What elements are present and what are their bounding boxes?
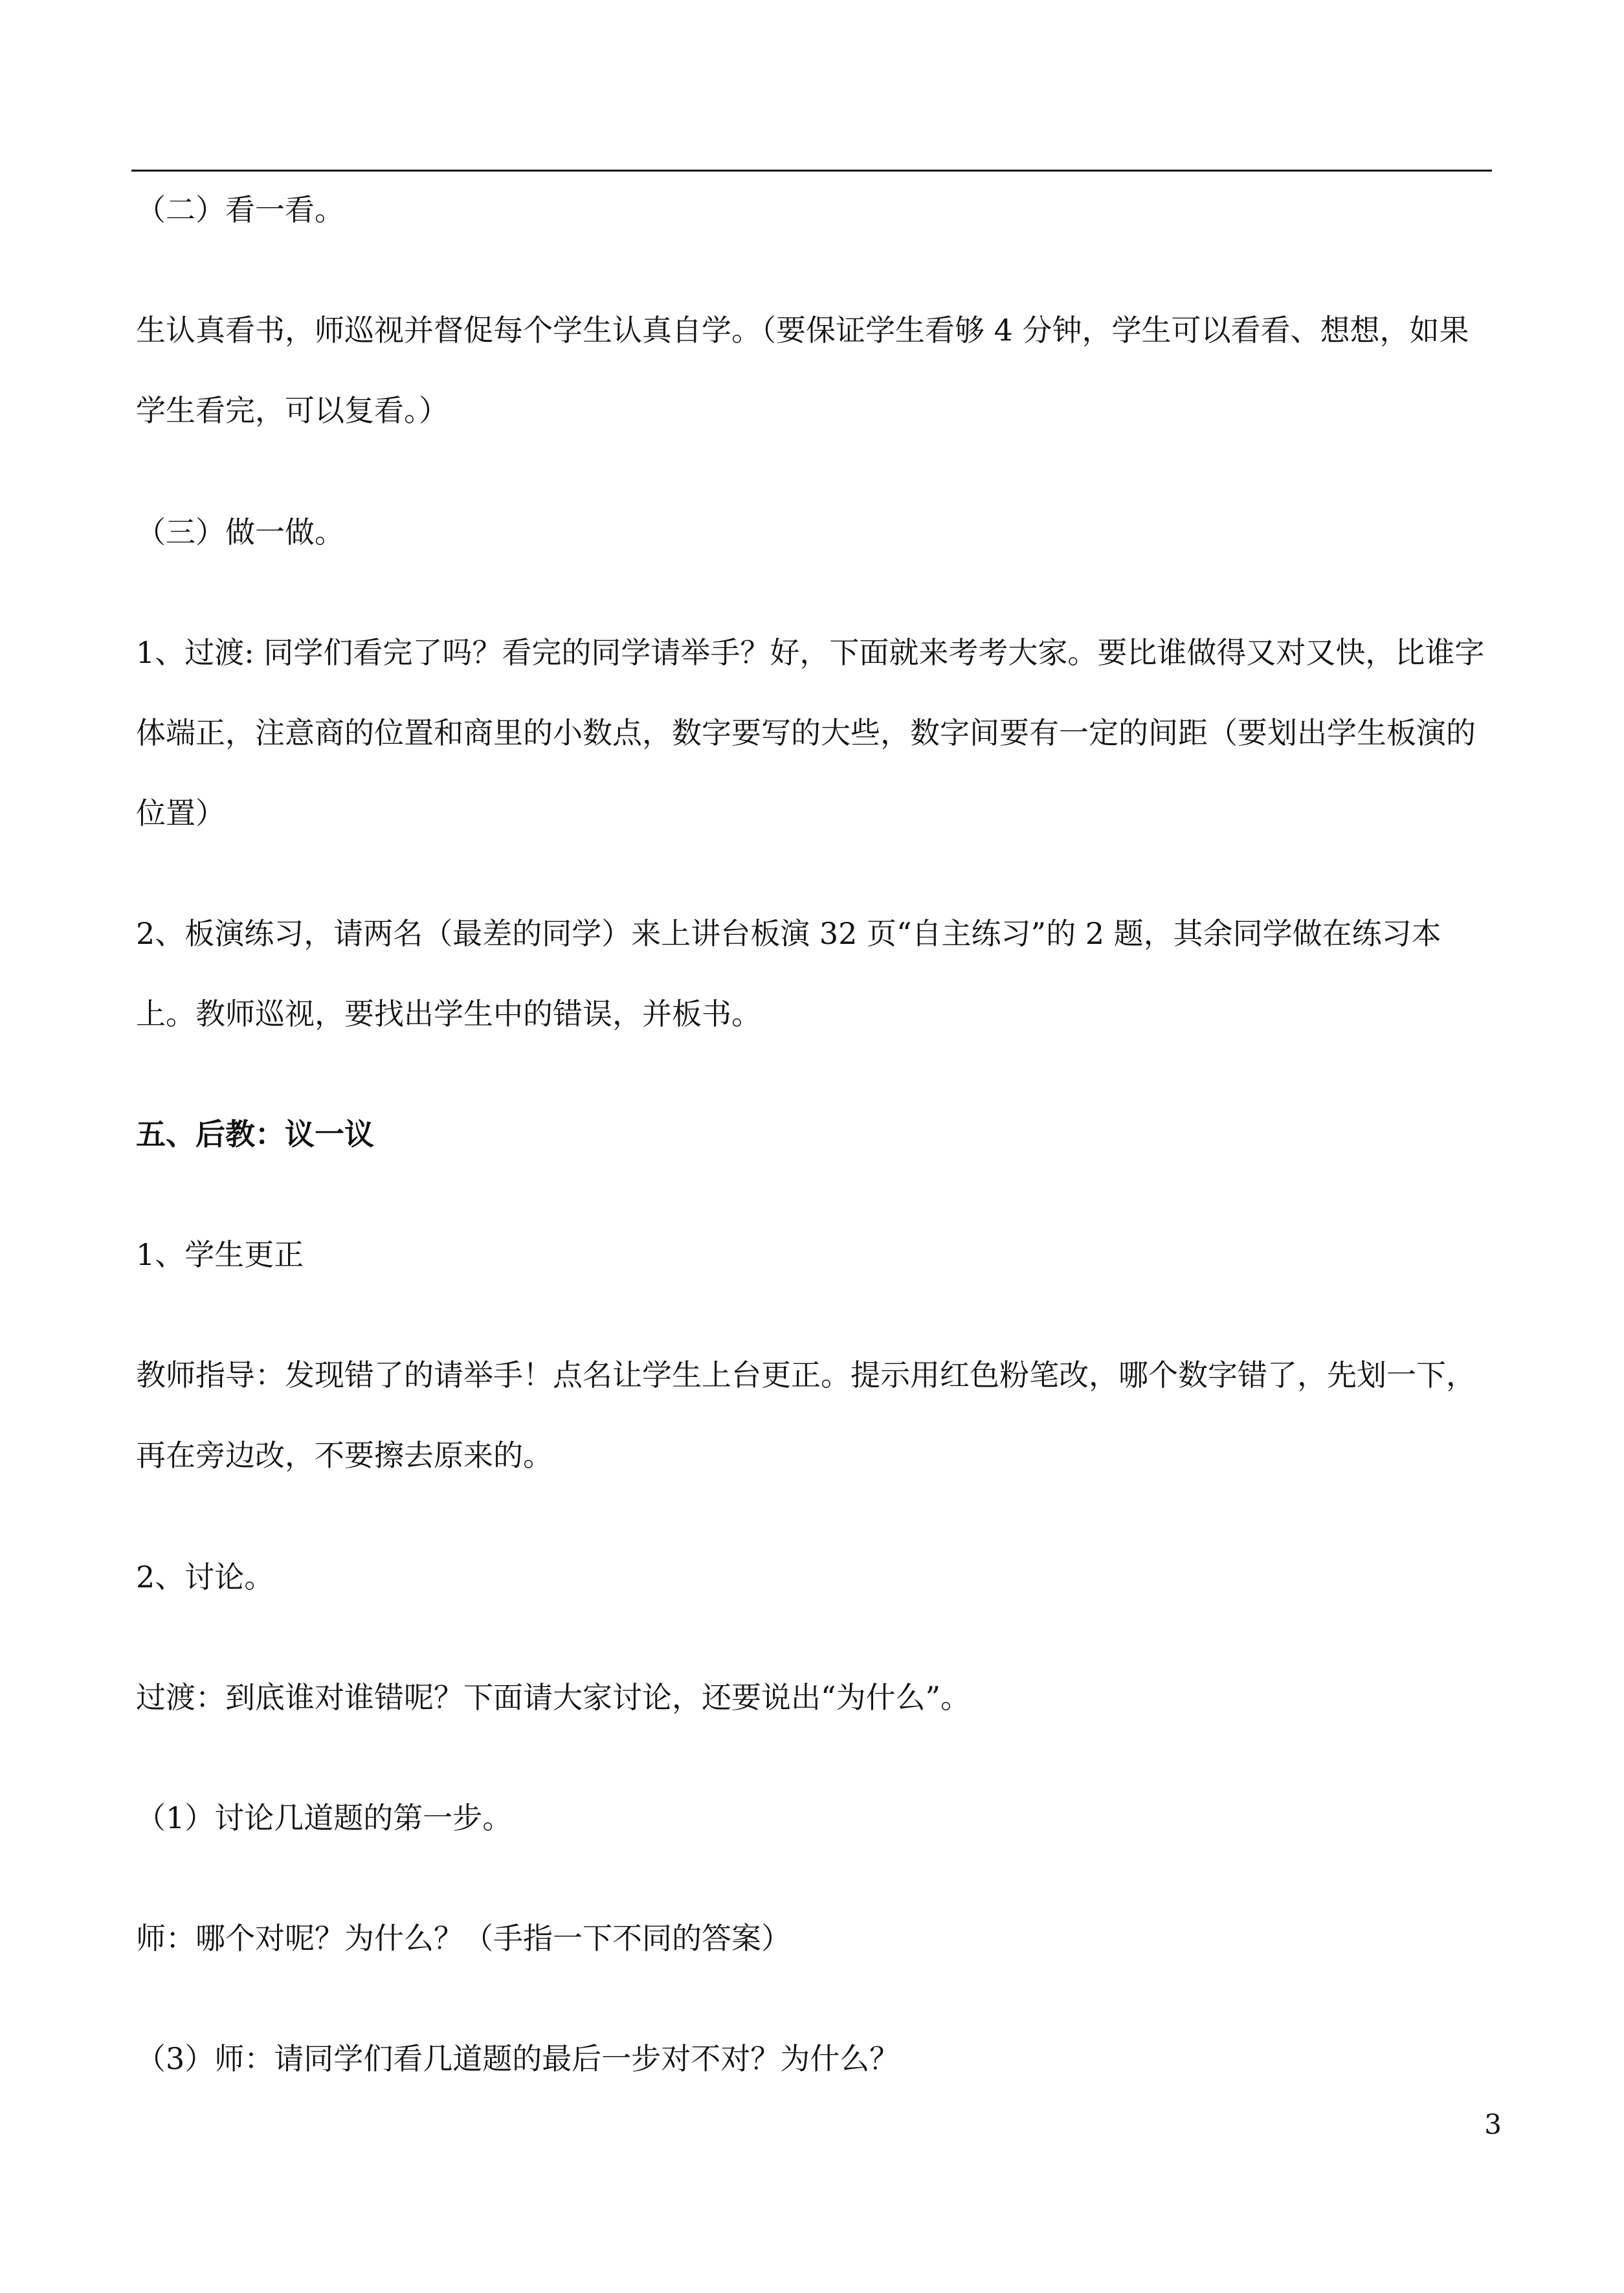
- section-heading-look: （二）看一看。: [136, 192, 344, 227]
- paragraph-correction-title: 1、学生更正: [136, 1237, 304, 1272]
- paragraph-discussion-transition: 过渡：到底谁对谁错呢？下面请大家讨论，还要说出“为什么”。: [136, 1680, 971, 1715]
- paragraph-last-step: （3）师：请同学们看几道题的最后一步对不对？为什么？: [136, 2041, 900, 2076]
- page-number: 3: [1484, 2108, 1502, 2140]
- paragraph-self-study: 生认真看书，师巡视并督促每个学生认真自学。（要保证学生看够 4 分钟，学生可以看看、想想，如果学生看完，可以复看。）: [136, 313, 1469, 428]
- paragraph-teacher-guidance: 教师指导：发现错了的请举手！点名让学生上台更正。提示用红色粉笔改，哪个数字错了，先划一下，再在旁边改，不要擦去原来的。: [136, 1358, 1476, 1473]
- paragraph-teacher-question: 师：哪个对呢？为什么？（手指一下不同的答案）: [136, 1921, 791, 1956]
- paragraph-transition: 1、过渡: 同学们看完了吗？看完的同学请举手？好，下面就来考考大家。要比谁做得又对又快，比谁字体端正，注意商的位置和商里的小数点，数字要写的大些，数字间要有一定的间距（要划出学生板演的位置）: [136, 635, 1485, 831]
- paragraph-discussion-step-one: （1）讨论几道题的第一步。: [136, 1800, 513, 1835]
- section-heading-do: （三）做一做。: [136, 515, 344, 550]
- paragraph-board-practice: 2、板演练习，请两名（最差的同学）来上讲台板演 32 页“自主练习”的 2 题，其余同学做在练习本上。教师巡视，要找出学生中的错误，并板书。: [136, 916, 1441, 1031]
- section-heading-discuss: 五、后教：议一议: [136, 1117, 374, 1152]
- paragraph-discussion-title: 2、讨论。: [136, 1560, 274, 1594]
